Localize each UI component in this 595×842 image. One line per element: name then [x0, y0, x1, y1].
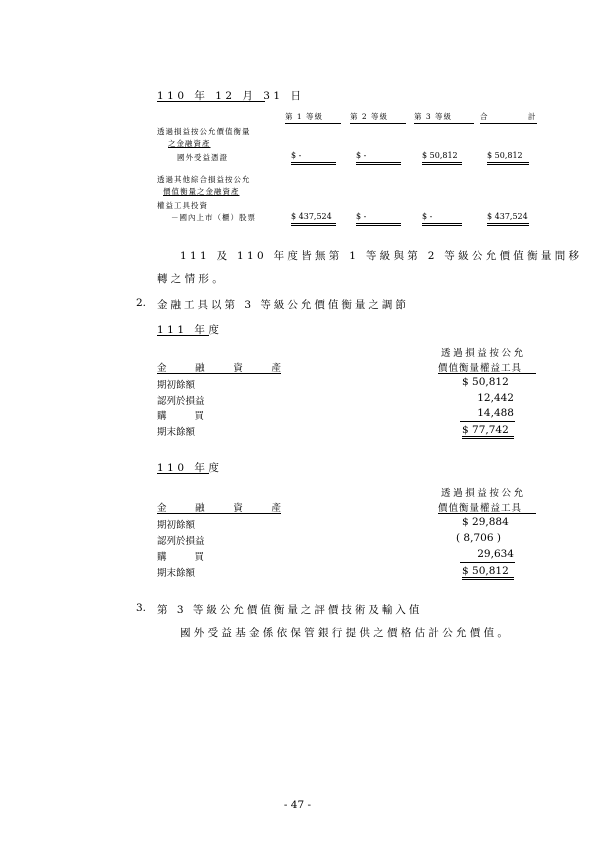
recon111-row-value: $ 77,742 — [462, 424, 514, 439]
row1-label: 國外受益憑證 — [177, 153, 228, 162]
group2-title-line2: 價值衡量之金融資產 — [163, 187, 240, 196]
col-level1: 第 1 等級 — [285, 112, 324, 121]
recon110-asset-label: 金 融 資 產 — [157, 503, 281, 514]
recon110-row-label: 期末餘額 — [157, 568, 196, 579]
page-number: - 47 - — [283, 799, 312, 811]
recon111-row-label: 期末餘額 — [157, 427, 196, 438]
col-level1-rule — [285, 123, 341, 124]
heading-underline — [157, 101, 265, 102]
recon110-col-header-line1: 透過損益按公允 — [441, 488, 526, 499]
item3-title: 第 3 等級公允價值衡量之評價技術及輸入值 — [157, 604, 423, 616]
col-total-a: 合 — [480, 112, 489, 121]
recon110-subtotal-rule — [460, 562, 515, 563]
recon111-row-value: 14,488 — [477, 407, 514, 419]
recon111-year-underline — [157, 335, 209, 336]
row2-level3: $ - — [422, 211, 462, 226]
recon111-row-value: $ 50,812 — [462, 376, 509, 388]
group1-title-line2: 之金融資產 — [168, 139, 211, 148]
col-level3: 第 3 等級 — [414, 112, 453, 121]
group1-title-line1: 透過損益按公允價值衡量 — [157, 127, 251, 136]
col-level2: 第 2 等級 — [350, 112, 389, 121]
recon110-row-label: 購 買 — [157, 552, 208, 563]
recon111-asset-label: 金 融 資 產 — [157, 363, 281, 374]
row2-label: －國內上市（櫃）股票 — [171, 213, 256, 222]
col-total-rule — [480, 123, 537, 124]
recon111-row-label: 期初餘額 — [157, 380, 196, 391]
recon110-row-value: ( 8,706 ) — [456, 532, 501, 544]
row2-level2: $ - — [356, 211, 401, 226]
row1-level1: $ - — [291, 150, 336, 165]
row1-level3: $ 50,812 — [422, 150, 462, 165]
row1-total: $ 50,812 — [487, 150, 529, 165]
paragraph-line2: 轉之情形。 — [157, 273, 226, 285]
col-total-b: 計 — [528, 112, 537, 121]
recon110-row-value: $ 50,812 — [462, 565, 514, 580]
recon110-row-value: 29,634 — [477, 548, 514, 560]
paragraph-line1: 111 及 110 年度皆無第 1 等級與第 2 等級公允價值衡量間移 — [180, 250, 583, 262]
recon111-row-value: 12,442 — [477, 392, 514, 404]
recon110-row-label: 認列於損益 — [157, 536, 205, 547]
group2-sub: 權益工具投資 — [157, 201, 208, 210]
recon110-col-header-line2: 價值衡量權益工具 — [438, 503, 523, 514]
item3-number: 3. — [136, 602, 147, 614]
recon110-year-underline — [157, 473, 209, 474]
group2-title-line1: 透過其他綜合損益按公允 — [157, 175, 251, 184]
item2-title: 金融工具以第 3 等級公允價值衡量之調節 — [157, 299, 409, 311]
recon111-col-header-line2: 價值衡量權益工具 — [438, 363, 523, 374]
recon110-col-header-rule — [438, 513, 536, 514]
row2-level1: $ 437,524 — [291, 211, 336, 226]
recon110-row-value: $ 29,884 — [462, 516, 509, 528]
item2-number: 2. — [136, 297, 147, 309]
item3-paragraph: 國外受益基金係依保管銀行提供之價格估計公允價值。 — [180, 627, 512, 639]
recon111-row-label: 認列於損益 — [157, 396, 205, 407]
col-level3-rule — [414, 123, 474, 124]
recon110-row-label: 期初餘額 — [157, 520, 196, 531]
recon111-year: 111 年度 — [157, 324, 223, 336]
row2-total: $ 437,524 — [487, 211, 529, 226]
recon111-asset-rule — [157, 373, 281, 374]
recon111-col-header-line1: 透過損益按公允 — [441, 348, 526, 359]
recon110-asset-rule — [157, 513, 281, 514]
recon111-col-header-rule — [438, 373, 536, 374]
col-level2-rule — [350, 123, 406, 124]
recon111-row-label: 購 買 — [157, 411, 208, 422]
recon110-year: 110 年度 — [157, 462, 223, 474]
row1-level2: $ - — [356, 150, 401, 165]
table-date-heading: 110 年 12 月 31 日 — [157, 90, 305, 102]
recon111-subtotal-rule — [460, 421, 515, 422]
